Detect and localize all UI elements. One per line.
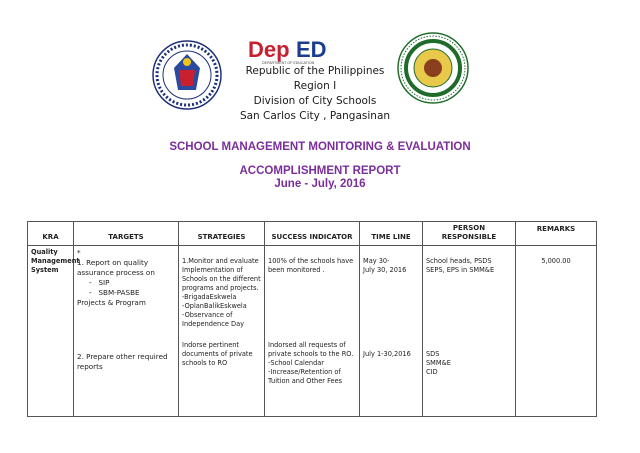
svg-text:ED: ED: [296, 37, 327, 62]
target-sub-item: - SIP: [89, 278, 110, 287]
strategy-item: -OplanBalikEskwela: [182, 302, 247, 310]
person-2: CID: [426, 368, 438, 376]
person-responsible-cell: [423, 246, 516, 417]
indicator-item: -Increase/Retention of Tuition and Other Fees: [268, 368, 343, 385]
report-period: June - July, 2016: [274, 178, 366, 190]
success-indicator-cell: [265, 246, 360, 417]
strategy-2: Indorse pertinent documents of private schools to RO: [182, 341, 253, 367]
target-sub-item: - SBM-PASBE: [89, 288, 140, 297]
strategy-item: -BrigadaEskwela: [182, 293, 237, 301]
address-line: San Carlos City , Pangasinan: [239, 110, 391, 122]
indicator-1: 100% of the schools have been monitored .: [268, 257, 354, 274]
person-1: School heads, PSDS: [426, 257, 492, 265]
accomplishment-table: [27, 221, 597, 417]
strategy-1: 1.Monitor and evaluate Implementation of Schools on the different programs and projects.: [182, 257, 261, 292]
header-person-responsible: PERSON RESPONSIBLE: [423, 222, 516, 246]
kra-cell: Quality Management System: [28, 246, 74, 417]
target-1: 1. Report on quality assurance process on: [77, 258, 155, 277]
remarks-value: 5,000.00: [541, 257, 571, 265]
header-targets: TARGETS: [74, 222, 179, 246]
address-line: Region I: [293, 80, 337, 92]
timeline-2: July 1-30,2016: [363, 350, 411, 358]
timeline-1: July 30, 2016: [363, 266, 407, 274]
target-1-tail: Projects & Program: [77, 298, 146, 307]
person-2: SMM&E: [426, 359, 451, 367]
person-1: SEPS, EPS in SMM&E: [426, 266, 495, 274]
remarks-cell: [516, 246, 597, 417]
targets-cell: [74, 246, 179, 417]
target-2: 2. Prepare other required reports: [77, 352, 168, 371]
timeline-1: May 30-: [363, 257, 390, 265]
strategy-item: -Observance of Independence Day: [182, 311, 245, 328]
header-strategies: STRATEGIES: [179, 222, 265, 246]
document-title: SCHOOL MANAGEMENT MONITORING & EVALUATION: [169, 141, 471, 153]
report-title: ACCOMPLISHMENT REPORT: [239, 165, 401, 177]
target-marker: *: [77, 248, 81, 257]
header-remarks: REMARKS: [516, 222, 597, 246]
header-success-indicator: SUCCESS INDICATOR: [265, 222, 360, 246]
deped-logo: [244, 37, 364, 65]
strategies-cell: [179, 246, 265, 417]
header-kra: KRA: [28, 222, 74, 246]
indicator-2: Indorsed all requests of private schools to the RO.: [268, 341, 354, 358]
indicator-item: -School Calendar: [268, 359, 325, 367]
address-line: Republic of the Philippines: [245, 65, 385, 77]
address-line: Division of City Schools: [253, 95, 377, 107]
header-timeline: TIME LINE: [360, 222, 423, 246]
timeline-cell: [360, 246, 423, 417]
svg-text:Dep: Dep: [248, 37, 290, 62]
svg-text:DEPARTMENT OF EDUCATION: DEPARTMENT OF EDUCATION: [262, 61, 315, 65]
person-2: SDS: [426, 350, 440, 358]
